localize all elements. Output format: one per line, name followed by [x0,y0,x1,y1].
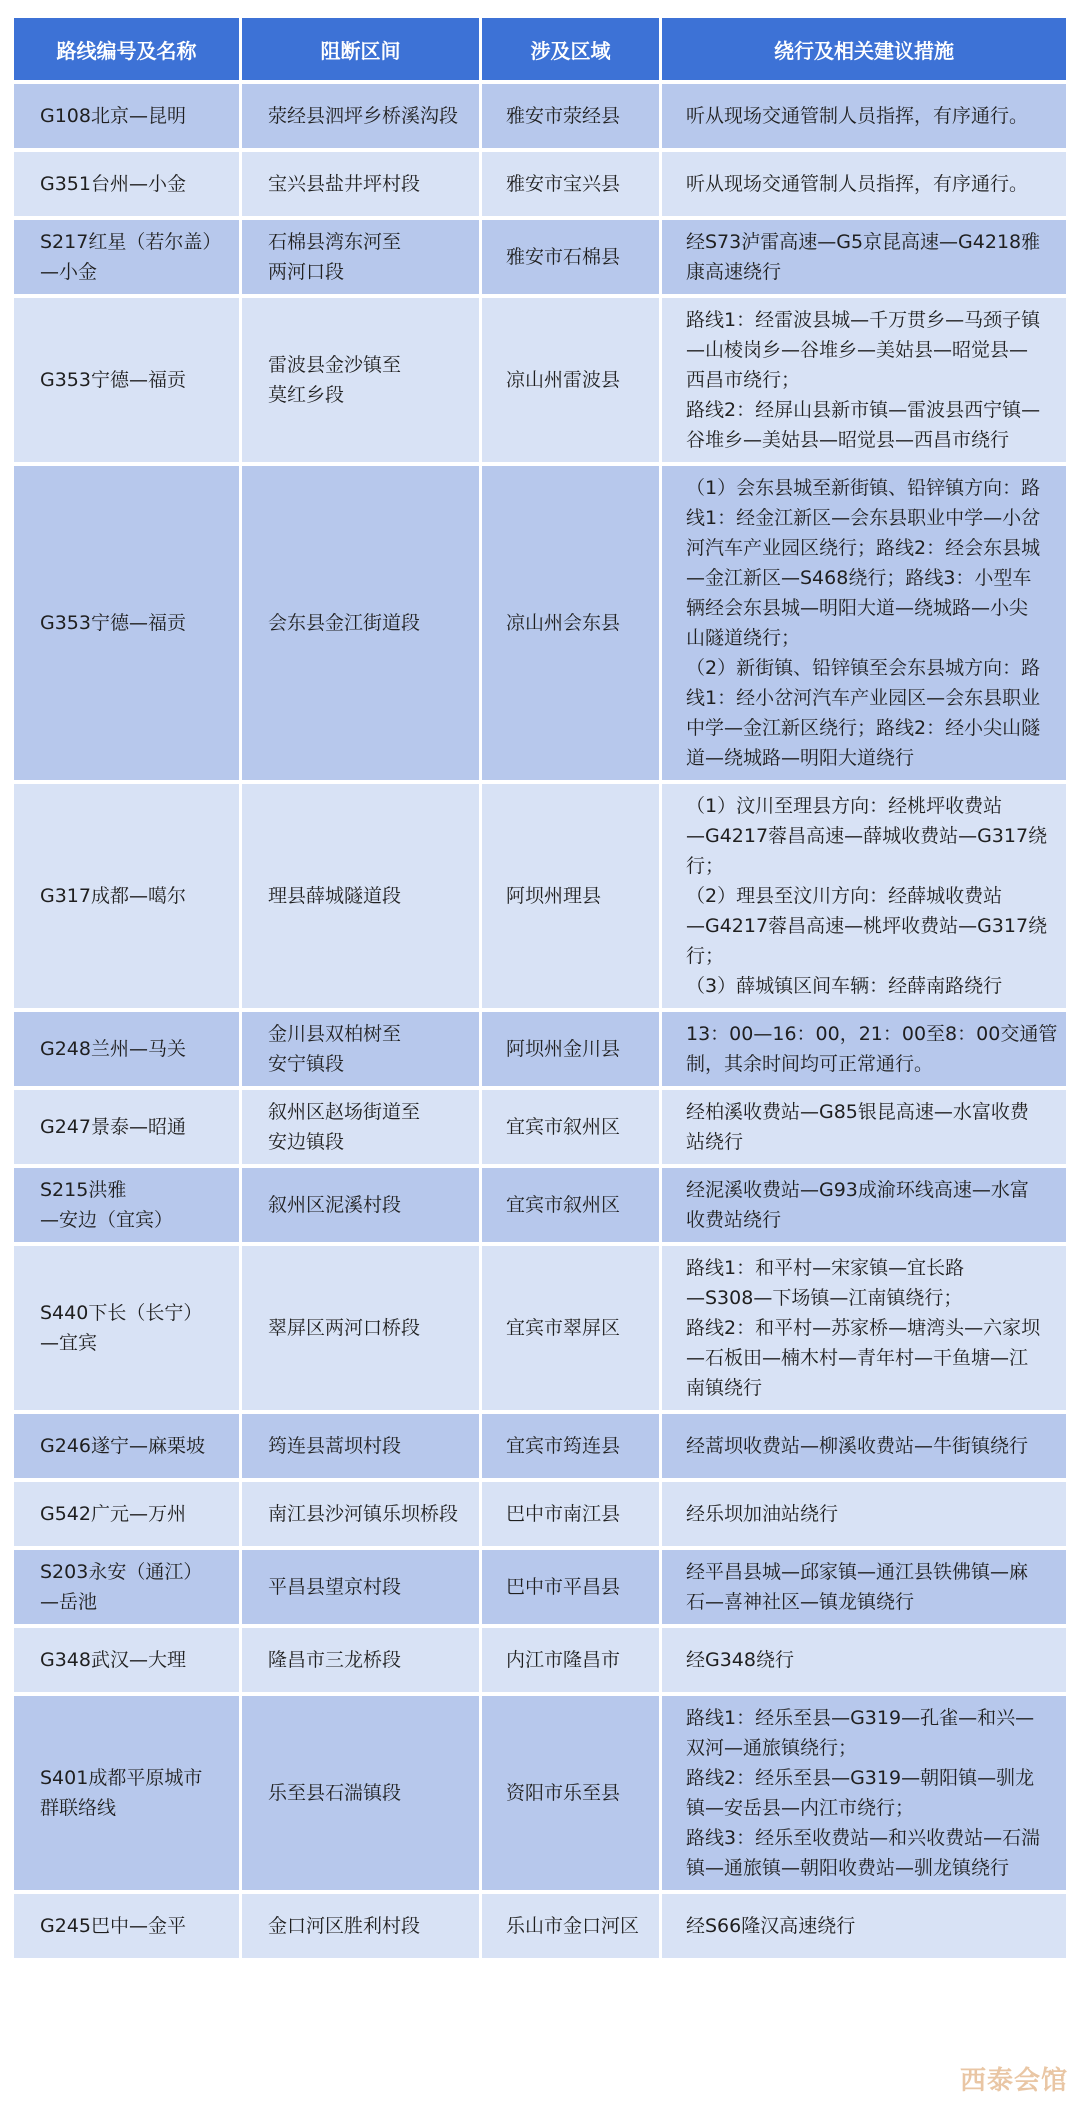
region-cell-line: 宜宾市翠屏区 [506,1317,621,1339]
detour-cell-line: 经平昌县城—邱家镇—通江县铁佛镇—麻 [686,1561,1029,1583]
detour-cell [659,1550,1066,1624]
region-cell-line: 宜宾市叙州区 [506,1194,621,1216]
table-row [14,1894,1066,1958]
region-cell-line: 阿坝州理县 [506,885,602,907]
section-cell-line: 理县薛城隧道段 [268,885,402,907]
section-cell-line: 莫红乡段 [268,384,345,406]
region-cell [479,1550,659,1624]
route-cell-line: —宜宾 [40,1332,98,1354]
road-closure-table [14,14,1066,1962]
region-cell-line: 阿坝州金川县 [506,1038,621,1060]
route-cell-line: S440下长（长宁） [40,1302,203,1324]
detour-cell-line: 路线1：和平村—宋家镇—宜长路 [686,1257,965,1279]
header-route: 路线编号及名称 [14,18,239,80]
detour-cell-line: 南镇绕行 [686,1377,763,1399]
section-cell-line: 石棉县湾东河至 [268,231,402,253]
detour-cell [659,1012,1066,1086]
detour-cell-line: 经乐坝加油站绕行 [686,1503,839,1525]
region-cell [479,1012,659,1086]
route-cell-line: G246遂宁—麻栗坡 [40,1435,205,1457]
detour-cell-line: 制，其余时间均可正常通行。 [686,1053,934,1075]
detour-cell-line: 双河—通旅镇绕行； [686,1737,858,1759]
watermark-logo: 西泰会馆 [959,2066,1068,2096]
region-cell-line: 乐山市金口河区 [506,1915,640,1937]
region-cell-line: 巴中市南江县 [506,1503,621,1525]
region-cell-line: 凉山州雷波县 [506,369,621,391]
section-cell-line: 荥经县泗坪乡桥溪沟段 [268,105,459,127]
section-cell [239,1628,479,1692]
detour-cell [659,298,1066,462]
region-cell-line: 凉山州会东县 [506,612,621,634]
detour-cell-line: 线1：经金江新区—会东县职业中学—小岔 [686,507,1041,529]
header-section: 阻断区间 [239,18,479,80]
section-cell-line: 两河口段 [268,261,345,283]
route-cell [14,1414,239,1478]
detour-cell-line: 13：00—16：00，21：00至8：00交通管 [686,1023,1058,1045]
detour-cell-line: —石板田—楠木村—青年村—干鱼塘—江 [686,1347,1029,1369]
table-row [14,466,1066,780]
detour-cell-line: 听从现场交通管制人员指挥，有序通行。 [686,105,1029,127]
region-cell [479,298,659,462]
region-cell [479,220,659,294]
route-cell-line: G353宁德—福贡 [40,369,186,391]
detour-cell-line: （2）理县至汶川方向：经薛城收费站 [686,885,1003,907]
route-cell [14,220,239,294]
detour-cell-line: 听从现场交通管制人员指挥，有序通行。 [686,173,1029,195]
route-cell [14,1012,239,1086]
detour-cell-line: —S308—下场镇—江南镇绕行； [686,1287,963,1309]
route-cell-line: G247景泰—昭通 [40,1116,186,1138]
detour-cell [659,1168,1066,1242]
detour-cell-line: —山棱岗乡—谷堆乡—美姑县—昭觉县— [686,339,1029,361]
detour-cell-line: 镇—通旅镇—朝阳收费站—驯龙镇绕行 [686,1857,1010,1879]
route-cell [14,1168,239,1242]
section-cell-line: 乐至县石湍镇段 [268,1782,402,1804]
route-cell-line: S217红星（若尔盖） [40,231,222,253]
table-row [14,1550,1066,1624]
section-cell-line: 会东县金江街道段 [268,612,421,634]
detour-cell-line: 河汽车产业园区绕行；路线2：经会东县城 [686,537,1041,559]
route-cell [14,466,239,780]
region-cell-line: 内江市隆昌市 [506,1649,621,1671]
section-cell-line: 筠连县蒿坝村段 [268,1435,402,1457]
detour-cell-line: 站绕行 [686,1131,744,1153]
section-cell [239,1550,479,1624]
table-row [14,84,1066,148]
route-cell-line: —岳池 [40,1591,98,1613]
section-cell-line: 宝兴县盐井坪村段 [268,173,421,195]
region-cell [479,784,659,1008]
table-row [14,1696,1066,1890]
region-cell [479,84,659,148]
region-cell [479,152,659,216]
table-row [14,152,1066,216]
detour-cell-line: —G4217蓉昌高速—薛城收费站—G317绕 [686,825,1048,847]
section-cell [239,1414,479,1478]
region-cell-line: 雅安市石棉县 [506,246,621,268]
section-cell [239,1894,479,1958]
detour-cell-line: 路线2：经屏山县新市镇—雷波县西宁镇— [686,399,1041,421]
region-cell-line: 雅安市宝兴县 [506,173,621,195]
detour-cell-line: 镇—安岳县—内江市绕行； [686,1797,915,1819]
table-row [14,784,1066,1008]
section-cell [239,1696,479,1890]
section-cell [239,466,479,780]
section-cell [239,298,479,462]
section-cell-line: 南江县沙河镇乐坝桥段 [268,1503,459,1525]
section-cell-line: 安宁镇段 [268,1053,345,1075]
route-cell [14,1090,239,1164]
detour-cell-line: —金江新区—S468绕行；路线3：小型车 [686,567,1032,589]
table-row [14,1090,1066,1164]
region-cell-line: 巴中市平昌县 [506,1576,621,1598]
detour-cell-line: （1）会东县城至新街镇、铅锌镇方向：路 [686,477,1041,499]
region-cell [479,1090,659,1164]
region-cell-line: 宜宾市叙州区 [506,1116,621,1138]
section-cell [239,784,479,1008]
region-cell-line: 雅安市荥经县 [506,105,621,127]
table-header-row [14,18,1066,80]
detour-cell [659,1628,1066,1692]
detour-cell-line: 路线2：和平村—苏家桥—塘湾头—六家坝 [686,1317,1041,1339]
detour-cell [659,152,1066,216]
region-cell [479,1628,659,1692]
section-cell [239,1090,479,1164]
section-cell-line: 金口河区胜利村段 [268,1915,421,1937]
route-cell-line: G351台州—小金 [40,173,186,195]
detour-cell-line: 经S66隆汉高速绕行 [686,1915,856,1937]
section-cell-line: 叙州区泥溪村段 [268,1194,402,1216]
table-row [14,1012,1066,1086]
route-cell-line: G348武汉—大理 [40,1649,186,1671]
detour-cell-line: （3）薛城镇区间车辆：经薛南路绕行 [686,975,1003,997]
route-cell-line: G542广元—万州 [40,1503,186,1525]
detour-cell-line: 行； [686,855,725,877]
detour-cell-line: 路线3：经乐至收费站—和兴收费站—石湍 [686,1827,1041,1849]
region-cell-line: 资阳市乐至县 [506,1782,621,1804]
detour-cell [659,84,1066,148]
detour-cell-line: 西昌市绕行； [686,369,801,391]
detour-cell-line: 经泥溪收费站—G93成渝环线高速—水富 [686,1179,1029,1201]
route-cell-line: —小金 [40,261,98,283]
route-cell [14,152,239,216]
detour-cell [659,784,1066,1008]
detour-cell [659,220,1066,294]
detour-cell-line: 行； [686,945,725,967]
region-cell [479,1482,659,1546]
section-cell [239,84,479,148]
detour-cell-line: （2）新街镇、铅锌镇至会东县城方向：路 [686,657,1041,679]
detour-cell-line: 石—喜神社区—镇龙镇绕行 [686,1591,915,1613]
detour-cell [659,1414,1066,1478]
detour-cell-line: 辆经会东县城—明阳大道—绕城路—小尖 [686,597,1029,619]
table-row [14,1482,1066,1546]
route-cell [14,298,239,462]
route-cell [14,1696,239,1890]
detour-cell-line: 线1：经小岔河汽车产业园区—会东县职业 [686,687,1041,709]
header-detour: 绕行及相关建议措施 [659,18,1066,80]
section-cell-line: 平昌县望京村段 [268,1576,402,1598]
detour-cell-line: 中学—金江新区绕行；路线2：经小尖山隧 [686,717,1041,739]
detour-cell-line: 康高速绕行 [686,261,782,283]
table-row [14,298,1066,462]
route-cell-line: S203永安（通江） [40,1561,203,1583]
section-cell [239,1168,479,1242]
route-cell-line: G317成都—噶尔 [40,885,186,907]
detour-cell-line: 山隧道绕行； [686,627,801,649]
detour-cell-line: （1）汶川至理县方向：经桃坪收费站 [686,795,1003,817]
section-cell [239,1012,479,1086]
section-cell-line: 金川县双柏树至 [268,1023,402,1045]
route-cell-line: —安边（宜宾） [40,1209,174,1231]
route-cell [14,1628,239,1692]
section-cell-line: 叙州区赵场街道至 [268,1101,421,1123]
detour-cell-line: 收费站绕行 [686,1209,782,1231]
detour-cell [659,1090,1066,1164]
route-cell-line: G108北京—昆明 [40,105,186,127]
route-cell [14,1482,239,1546]
table-row [14,220,1066,294]
detour-cell-line: —G4217蓉昌高速—桃坪收费站—G317绕 [686,915,1048,937]
detour-cell-line: 路线2：经乐至县—G319—朝阳镇—驯龙 [686,1767,1035,1789]
region-cell [479,1246,659,1410]
detour-cell-line: 经蒿坝收费站—柳溪收费站—牛街镇绕行 [686,1435,1029,1457]
route-cell [14,84,239,148]
detour-cell-line: 谷堆乡—美姑县—昭觉县—西昌市绕行 [686,429,1010,451]
detour-cell-line: 经G348绕行 [686,1649,794,1671]
route-cell [14,784,239,1008]
route-cell-line: 群联络线 [40,1797,117,1819]
detour-cell [659,1246,1066,1410]
detour-cell-line: 道—绕城路—明阳大道绕行 [686,747,915,769]
section-cell-line: 安边镇段 [268,1131,345,1153]
route-cell [14,1246,239,1410]
table-row [14,1414,1066,1478]
region-cell-line: 宜宾市筠连县 [506,1435,621,1457]
region-cell [479,1696,659,1890]
route-cell [14,1894,239,1958]
route-cell-line: S215洪雅 [40,1179,127,1201]
header-region: 涉及区域 [479,18,659,80]
route-cell-line: S401成都平原城市 [40,1767,203,1789]
region-cell [479,1168,659,1242]
region-cell [479,1894,659,1958]
detour-cell [659,1482,1066,1546]
section-cell-line: 翠屏区两河口桥段 [268,1317,421,1339]
section-cell [239,1246,479,1410]
section-cell [239,220,479,294]
route-cell-line: G245巴中—金平 [40,1915,186,1937]
table-row [14,1246,1066,1410]
route-cell-line: G353宁德—福贡 [40,612,186,634]
section-cell [239,152,479,216]
detour-cell-line: 经柏溪收费站—G85银昆高速—水富收费 [686,1101,1029,1123]
route-cell [14,1550,239,1624]
table-row [14,1628,1066,1692]
detour-cell-line: 经S73泸雷高速—G5京昆高速—G4218雅 [686,231,1041,253]
section-cell-line: 隆昌市三龙桥段 [268,1649,402,1671]
detour-cell-line: 路线1：经雷波县城—千万贯乡—马颈子镇 [686,309,1041,331]
table-body [14,84,1066,1958]
detour-cell [659,1696,1066,1890]
section-cell-line: 雷波县金沙镇至 [268,354,402,376]
section-cell [239,1482,479,1546]
route-cell-line: G248兰州—马关 [40,1038,186,1060]
region-cell [479,1414,659,1478]
detour-cell-line: 路线1：经乐至县—G319—孔雀—和兴— [686,1707,1035,1729]
detour-cell [659,466,1066,780]
table-row [14,1168,1066,1242]
detour-cell [659,1894,1066,1958]
region-cell [479,466,659,780]
